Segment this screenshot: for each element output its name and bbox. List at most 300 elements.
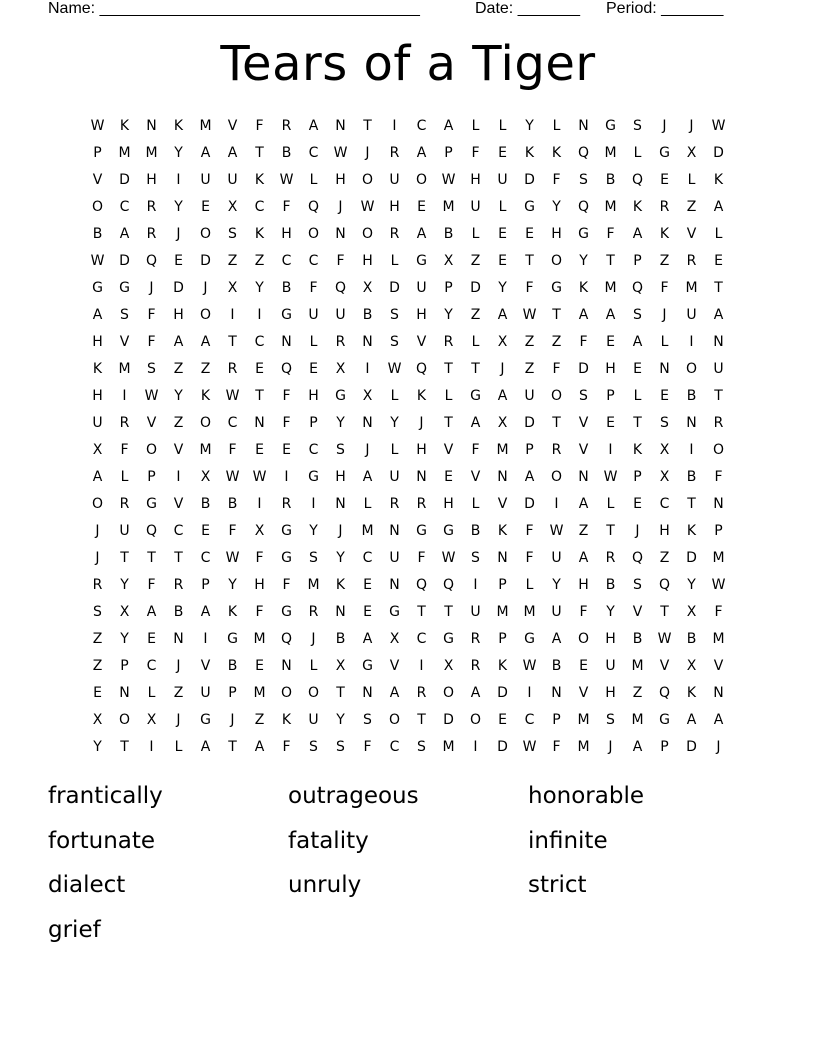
grid-letter[interactable]: I	[311, 495, 316, 512]
grid-letter[interactable]: E	[714, 252, 723, 269]
grid-letter[interactable]: A	[227, 144, 238, 161]
grid-letter[interactable]: N	[281, 658, 292, 675]
grid-letter[interactable]: Y	[579, 252, 588, 269]
grid-letter[interactable]: Q	[577, 144, 590, 161]
grid-letter[interactable]: Z	[659, 252, 670, 269]
grid-letter[interactable]: K	[227, 604, 238, 621]
grid-letter[interactable]: L	[363, 495, 372, 512]
grid-letter[interactable]: N	[497, 468, 508, 485]
grid-letter[interactable]: S	[633, 117, 642, 134]
grid-letter[interactable]: E	[201, 522, 210, 539]
grid-letter[interactable]: O	[307, 225, 320, 242]
grid-letter[interactable]: C	[524, 712, 535, 729]
grid-letter[interactable]: U	[551, 550, 562, 567]
grid-letter[interactable]: I	[365, 360, 370, 377]
grid-letter[interactable]: Q	[334, 279, 347, 296]
grid-letter[interactable]: A	[470, 685, 481, 702]
grid-letter[interactable]: F	[120, 441, 129, 458]
grid-letter[interactable]: L	[174, 739, 183, 756]
grid-letter[interactable]: I	[257, 306, 262, 323]
grid-letter[interactable]: L	[309, 658, 318, 675]
grid-letter[interactable]: L	[390, 252, 399, 269]
grid-letter[interactable]: X	[659, 468, 670, 485]
grid-letter[interactable]: A	[578, 495, 589, 512]
grid-letter[interactable]: O	[361, 225, 374, 242]
grid-letter[interactable]: U	[335, 306, 346, 323]
grid-letter[interactable]: M	[442, 198, 455, 215]
grid-letter[interactable]: P	[444, 144, 453, 161]
grid-letter[interactable]: I	[257, 495, 262, 512]
grid-letter[interactable]: B	[632, 631, 643, 648]
grid-letter[interactable]: K	[578, 279, 589, 296]
grid-letter[interactable]: E	[525, 225, 534, 242]
grid-letter[interactable]: Y	[309, 522, 318, 539]
grid-letter[interactable]: U	[605, 658, 616, 675]
grid-letter[interactable]: M	[631, 658, 644, 675]
grid-letter[interactable]: A	[578, 550, 589, 567]
grid-letter[interactable]: W	[90, 252, 105, 269]
grid-letter[interactable]: O	[199, 225, 212, 242]
grid-letter[interactable]: F	[606, 225, 615, 242]
grid-letter[interactable]: N	[335, 495, 346, 512]
grid-letter[interactable]: A	[146, 604, 157, 621]
grid-letter[interactable]: Y	[390, 414, 399, 431]
grid-letter[interactable]: Q	[415, 577, 428, 594]
grid-letter[interactable]: R	[443, 333, 454, 350]
grid-letter[interactable]: V	[92, 171, 103, 188]
grid-letter[interactable]: N	[119, 685, 130, 702]
grid-letter[interactable]: Z	[227, 252, 238, 269]
grid-letter[interactable]: F	[471, 441, 480, 458]
grid-letter[interactable]: U	[389, 550, 400, 567]
grid-letter[interactable]: T	[363, 117, 372, 134]
grid-letter[interactable]: O	[91, 198, 104, 215]
grid-letter[interactable]: A	[200, 333, 211, 350]
grid-letter[interactable]: H	[281, 225, 292, 242]
grid-letter[interactable]: W	[522, 658, 537, 675]
grid-letter[interactable]: U	[200, 685, 211, 702]
grid-letter[interactable]: I	[122, 387, 127, 404]
grid-letter[interactable]: A	[605, 306, 616, 323]
grid-letter[interactable]: E	[201, 198, 210, 215]
grid-letter[interactable]: B	[686, 468, 697, 485]
grid-letter[interactable]: Y	[336, 550, 345, 567]
grid-letter[interactable]: Y	[606, 604, 615, 621]
grid-letter[interactable]: N	[254, 414, 265, 431]
grid-letter[interactable]: H	[605, 631, 616, 648]
grid-letter[interactable]: V	[119, 333, 130, 350]
grid-letter[interactable]: J	[419, 414, 424, 431]
grid-letter[interactable]: L	[444, 387, 453, 404]
grid-letter[interactable]: J	[176, 712, 181, 729]
grid-letter[interactable]: S	[309, 550, 318, 567]
grid-letter[interactable]: J	[662, 117, 667, 134]
grid-letter[interactable]: D	[713, 144, 724, 161]
grid-letter[interactable]: K	[281, 712, 292, 729]
grid-letter[interactable]: A	[578, 306, 589, 323]
grid-letter[interactable]: P	[633, 252, 642, 269]
grid-letter[interactable]: N	[335, 604, 346, 621]
grid-letter[interactable]: I	[554, 495, 559, 512]
grid-letter[interactable]: N	[497, 550, 508, 567]
grid-letter[interactable]: S	[471, 550, 480, 567]
grid-letter[interactable]: H	[605, 685, 616, 702]
grid-letter[interactable]: H	[470, 171, 481, 188]
grid-letter[interactable]: O	[280, 685, 293, 702]
grid-letter[interactable]: Y	[174, 387, 183, 404]
grid-letter[interactable]: K	[173, 117, 184, 134]
grid-letter[interactable]: N	[713, 685, 724, 702]
grid-letter[interactable]: O	[550, 468, 563, 485]
grid-letter[interactable]: X	[146, 712, 157, 729]
grid-letter[interactable]: W	[225, 550, 240, 567]
grid-letter[interactable]: L	[147, 685, 156, 702]
grid-letter[interactable]: L	[471, 225, 480, 242]
grid-letter[interactable]: D	[443, 712, 454, 729]
grid-letter[interactable]: V	[470, 468, 481, 485]
grid-letter[interactable]: A	[497, 306, 508, 323]
grid-letter[interactable]: S	[633, 306, 642, 323]
grid-letter[interactable]: P	[660, 739, 669, 756]
grid-letter[interactable]: T	[336, 685, 345, 702]
grid-letter[interactable]: S	[363, 712, 372, 729]
grid-letter[interactable]: V	[686, 225, 697, 242]
grid-letter[interactable]: A	[308, 117, 319, 134]
grid-letter[interactable]: S	[606, 712, 615, 729]
grid-letter[interactable]: K	[632, 198, 643, 215]
grid-letter[interactable]: C	[416, 117, 427, 134]
grid-letter[interactable]: T	[660, 604, 669, 621]
grid-letter[interactable]: I	[527, 685, 532, 702]
grid-letter[interactable]: F	[228, 441, 237, 458]
name-field[interactable]: Name: ____________________________________	[48, 0, 420, 17]
grid-letter[interactable]: C	[173, 522, 184, 539]
grid-letter[interactable]: P	[714, 522, 723, 539]
grid-letter[interactable]: M	[604, 198, 617, 215]
grid-letter[interactable]: Z	[686, 198, 697, 215]
grid-letter[interactable]: F	[282, 198, 291, 215]
grid-letter[interactable]: G	[659, 144, 670, 161]
grid-letter[interactable]: F	[525, 550, 534, 567]
grid-letter[interactable]: X	[686, 658, 697, 675]
grid-letter[interactable]: M	[604, 279, 617, 296]
grid-letter[interactable]: Z	[92, 631, 103, 648]
grid-letter[interactable]: E	[660, 387, 669, 404]
grid-letter[interactable]: T	[120, 739, 129, 756]
grid-letter[interactable]: M	[496, 604, 509, 621]
grid-letter[interactable]: T	[714, 387, 723, 404]
grid-letter[interactable]: I	[392, 117, 397, 134]
grid-letter[interactable]: N	[173, 631, 184, 648]
grid-letter[interactable]: R	[713, 414, 724, 431]
grid-letter[interactable]: N	[659, 360, 670, 377]
grid-letter[interactable]: M	[496, 441, 509, 458]
grid-letter[interactable]: C	[659, 495, 670, 512]
grid-letter[interactable]: J	[311, 631, 316, 648]
grid-letter[interactable]: E	[498, 252, 507, 269]
grid-letter[interactable]: G	[92, 279, 103, 296]
grid-letter[interactable]: S	[417, 739, 426, 756]
grid-letter[interactable]: O	[307, 685, 320, 702]
grid-letter[interactable]: V	[578, 414, 589, 431]
grid-letter[interactable]: B	[281, 279, 292, 296]
grid-letter[interactable]: Z	[254, 252, 265, 269]
grid-letter[interactable]: Q	[280, 631, 293, 648]
grid-letter[interactable]: G	[227, 631, 238, 648]
grid-letter[interactable]: B	[227, 495, 238, 512]
grid-letter[interactable]: O	[550, 252, 563, 269]
grid-letter[interactable]: R	[308, 604, 319, 621]
grid-letter[interactable]: S	[579, 387, 588, 404]
grid-letter[interactable]: M	[712, 550, 725, 567]
grid-letter[interactable]: L	[498, 117, 507, 134]
grid-letter[interactable]: W	[144, 387, 159, 404]
grid-letter[interactable]: P	[552, 712, 561, 729]
grid-letter[interactable]: I	[689, 333, 694, 350]
grid-letter[interactable]: S	[579, 171, 588, 188]
grid-letter[interactable]: G	[335, 387, 346, 404]
grid-letter[interactable]: G	[281, 522, 292, 539]
grid-letter[interactable]: W	[549, 522, 564, 539]
grid-letter[interactable]: M	[307, 577, 320, 594]
grid-letter[interactable]: Z	[659, 550, 670, 567]
grid-letter[interactable]: Y	[255, 279, 264, 296]
grid-letter[interactable]: P	[525, 441, 534, 458]
grid-letter[interactable]: L	[714, 225, 723, 242]
grid-letter[interactable]: N	[362, 414, 373, 431]
grid-letter[interactable]: M	[118, 360, 131, 377]
grid-letter[interactable]: D	[686, 739, 697, 756]
grid-letter[interactable]: Q	[442, 577, 455, 594]
grid-letter[interactable]: A	[497, 387, 508, 404]
grid-letter[interactable]: Y	[552, 577, 561, 594]
grid-letter[interactable]: O	[577, 631, 590, 648]
grid-letter[interactable]: J	[635, 522, 640, 539]
grid-letter[interactable]: L	[471, 495, 480, 512]
grid-letter[interactable]: L	[633, 144, 642, 161]
grid-letter[interactable]: I	[176, 468, 181, 485]
grid-letter[interactable]: A	[362, 468, 373, 485]
grid-letter[interactable]: R	[389, 225, 400, 242]
grid-letter[interactable]: D	[497, 739, 508, 756]
grid-letter[interactable]: L	[471, 117, 480, 134]
grid-letter[interactable]: P	[228, 685, 237, 702]
grid-letter[interactable]: W	[522, 739, 537, 756]
grid-letter[interactable]: N	[362, 333, 373, 350]
grid-letter[interactable]: X	[443, 658, 454, 675]
grid-letter[interactable]: S	[309, 739, 318, 756]
grid-letter[interactable]: Y	[120, 631, 129, 648]
grid-letter[interactable]: X	[92, 712, 103, 729]
grid-letter[interactable]: F	[147, 306, 156, 323]
grid-letter[interactable]: B	[200, 495, 211, 512]
grid-letter[interactable]: S	[93, 604, 102, 621]
grid-letter[interactable]: G	[659, 712, 670, 729]
grid-letter[interactable]: K	[497, 522, 508, 539]
grid-letter[interactable]: N	[389, 577, 400, 594]
grid-letter[interactable]: L	[309, 333, 318, 350]
grid-letter[interactable]: W	[90, 117, 105, 134]
grid-letter[interactable]: O	[388, 712, 401, 729]
grid-letter[interactable]: Z	[524, 333, 535, 350]
grid-letter[interactable]: X	[443, 252, 454, 269]
grid-letter[interactable]: V	[173, 495, 184, 512]
grid-letter[interactable]: A	[119, 225, 130, 242]
grid-letter[interactable]: J	[230, 712, 235, 729]
grid-letter[interactable]: Z	[92, 658, 103, 675]
grid-letter[interactable]: R	[416, 495, 427, 512]
grid-letter[interactable]: M	[631, 712, 644, 729]
grid-letter[interactable]: H	[92, 333, 103, 350]
grid-letter[interactable]: I	[176, 171, 181, 188]
grid-letter[interactable]: A	[632, 333, 643, 350]
grid-letter[interactable]: J	[95, 522, 100, 539]
grid-letter[interactable]: W	[657, 631, 672, 648]
grid-letter[interactable]: K	[497, 658, 508, 675]
grid-letter[interactable]: X	[362, 387, 373, 404]
grid-letter[interactable]: M	[604, 144, 617, 161]
grid-letter[interactable]: R	[119, 414, 130, 431]
grid-letter[interactable]: T	[444, 414, 453, 431]
grid-letter[interactable]: B	[335, 631, 346, 648]
grid-letter[interactable]: R	[281, 117, 292, 134]
grid-letter[interactable]: F	[282, 739, 291, 756]
grid-letter[interactable]: G	[443, 522, 454, 539]
grid-letter[interactable]: F	[525, 279, 534, 296]
grid-letter[interactable]: B	[362, 306, 373, 323]
grid-letter[interactable]: Q	[658, 577, 671, 594]
grid-letter[interactable]: U	[200, 171, 211, 188]
grid-letter[interactable]: V	[713, 658, 724, 675]
grid-letter[interactable]: X	[227, 198, 238, 215]
grid-letter[interactable]: S	[336, 441, 345, 458]
grid-letter[interactable]: X	[92, 441, 103, 458]
grid-letter[interactable]: Z	[524, 360, 535, 377]
grid-letter[interactable]: L	[471, 333, 480, 350]
grid-letter[interactable]: T	[417, 604, 426, 621]
grid-letter[interactable]: H	[335, 468, 346, 485]
grid-letter[interactable]: T	[471, 360, 480, 377]
grid-letter[interactable]: R	[416, 685, 427, 702]
grid-letter[interactable]: X	[686, 604, 697, 621]
grid-letter[interactable]: V	[578, 685, 589, 702]
grid-letter[interactable]: I	[284, 468, 289, 485]
grid-letter[interactable]: N	[416, 468, 427, 485]
grid-letter[interactable]: H	[416, 306, 427, 323]
grid-letter[interactable]: R	[470, 631, 481, 648]
grid-letter[interactable]: Z	[632, 685, 643, 702]
grid-letter[interactable]: N	[389, 522, 400, 539]
grid-letter[interactable]: E	[606, 333, 615, 350]
grid-letter[interactable]: E	[417, 198, 426, 215]
grid-letter[interactable]: T	[552, 306, 561, 323]
grid-letter[interactable]: X	[119, 604, 130, 621]
grid-letter[interactable]: S	[390, 333, 399, 350]
grid-letter[interactable]: U	[713, 360, 724, 377]
grid-letter[interactable]: W	[711, 577, 726, 594]
grid-letter[interactable]: V	[146, 414, 157, 431]
grid-letter[interactable]: U	[497, 171, 508, 188]
grid-letter[interactable]: F	[228, 522, 237, 539]
grid-letter[interactable]: P	[633, 468, 642, 485]
grid-letter[interactable]: S	[633, 577, 642, 594]
grid-letter[interactable]: P	[93, 144, 102, 161]
grid-letter[interactable]: M	[253, 685, 266, 702]
grid-letter[interactable]: R	[605, 550, 616, 567]
grid-letter[interactable]: I	[149, 739, 154, 756]
grid-letter[interactable]: K	[335, 577, 346, 594]
grid-letter[interactable]: D	[524, 171, 535, 188]
grid-letter[interactable]: C	[362, 550, 373, 567]
grid-letter[interactable]: T	[417, 712, 426, 729]
grid-letter[interactable]: V	[227, 117, 238, 134]
grid-letter[interactable]: T	[633, 414, 642, 431]
grid-letter[interactable]: U	[686, 306, 697, 323]
grid-letter[interactable]: D	[686, 550, 697, 567]
grid-letter[interactable]: G	[362, 658, 373, 675]
grid-letter[interactable]: T	[228, 333, 237, 350]
grid-letter[interactable]: H	[335, 171, 346, 188]
grid-letter[interactable]: D	[173, 279, 184, 296]
grid-letter[interactable]: J	[662, 306, 667, 323]
grid-letter[interactable]: R	[146, 198, 157, 215]
grid-letter[interactable]: O	[199, 414, 212, 431]
grid-letter[interactable]: R	[551, 441, 562, 458]
grid-letter[interactable]: T	[444, 604, 453, 621]
grid-letter[interactable]: Q	[280, 360, 293, 377]
grid-letter[interactable]: U	[92, 414, 103, 431]
grid-letter[interactable]: A	[470, 414, 481, 431]
grid-letter[interactable]: J	[500, 360, 505, 377]
grid-letter[interactable]: F	[336, 252, 345, 269]
grid-letter[interactable]: U	[551, 604, 562, 621]
grid-letter[interactable]: J	[365, 441, 370, 458]
grid-letter[interactable]: G	[416, 522, 427, 539]
grid-letter[interactable]: N	[686, 414, 697, 431]
grid-letter[interactable]: P	[606, 387, 615, 404]
grid-letter[interactable]: R	[281, 495, 292, 512]
grid-letter[interactable]: B	[227, 658, 238, 675]
grid-letter[interactable]: T	[228, 739, 237, 756]
grid-letter[interactable]: Q	[415, 360, 428, 377]
grid-letter[interactable]: H	[173, 306, 184, 323]
grid-letter[interactable]: B	[605, 171, 616, 188]
grid-letter[interactable]: U	[389, 468, 400, 485]
grid-letter[interactable]: T	[552, 414, 561, 431]
grid-letter[interactable]: C	[308, 441, 319, 458]
grid-letter[interactable]: P	[201, 577, 210, 594]
grid-letter[interactable]: P	[498, 577, 507, 594]
grid-letter[interactable]: A	[713, 306, 724, 323]
grid-letter[interactable]: O	[685, 360, 698, 377]
grid-letter[interactable]: H	[659, 522, 670, 539]
grid-letter[interactable]: C	[308, 144, 319, 161]
grid-letter[interactable]: F	[282, 387, 291, 404]
grid-letter[interactable]: Z	[470, 306, 481, 323]
grid-letter[interactable]: N	[146, 117, 157, 134]
grid-letter[interactable]: X	[497, 333, 508, 350]
grid-letter[interactable]: X	[200, 468, 211, 485]
grid-letter[interactable]: Z	[173, 360, 184, 377]
grid-letter[interactable]: F	[660, 279, 669, 296]
grid-letter[interactable]: I	[203, 631, 208, 648]
grid-letter[interactable]: F	[147, 577, 156, 594]
grid-letter[interactable]: Q	[307, 198, 320, 215]
grid-letter[interactable]: E	[363, 577, 372, 594]
grid-letter[interactable]: Z	[470, 252, 481, 269]
grid-letter[interactable]: I	[689, 441, 694, 458]
grid-letter[interactable]: E	[255, 658, 264, 675]
